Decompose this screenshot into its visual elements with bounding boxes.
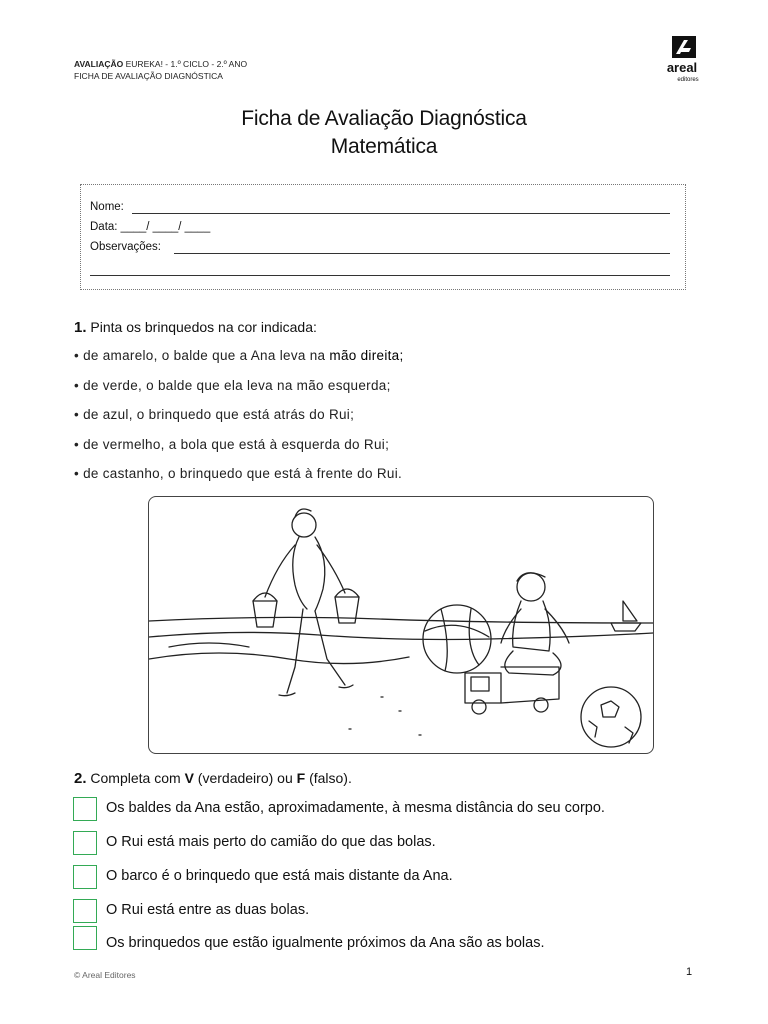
bucket-right (335, 597, 359, 623)
answer-checkbox[interactable] (73, 797, 97, 821)
footer-copyright: © Areal Editores (74, 970, 136, 980)
wave-line (169, 643, 249, 647)
logo-sub: editores (677, 77, 699, 83)
boy-rui (501, 573, 569, 675)
q1-item (74, 437, 389, 452)
question-2-f: F (296, 770, 306, 786)
beach-illustration (148, 496, 654, 754)
wave-line (149, 653, 409, 664)
bucket-left (253, 601, 277, 627)
question-1-heading (74, 319, 317, 336)
statement-2: O Rui está mais perto do camião do que das bolas. (106, 834, 436, 850)
shoreline (149, 617, 653, 623)
page-title: Ficha de Avaliação Diagnóstica (241, 107, 527, 130)
q1-item (74, 378, 391, 393)
q1-item-text: • de castanho, o brinquedo que está à frente do Rui. (74, 466, 403, 481)
q1-item-text: • de amarelo, o balde que a Ana leva na (74, 348, 330, 363)
boat-sail (623, 601, 637, 621)
question-1-text: Pinta os brinquedos na cor indicada: (86, 319, 317, 335)
question-2-v: V (184, 770, 194, 786)
document-header (74, 58, 247, 82)
beach-scene-drawing (149, 497, 653, 753)
q1-item-text: • de verde, o balde que ela leva na mão esquerda; (74, 378, 391, 393)
statement-3: O barco é o brinquedo que está mais distante da Ana. (106, 868, 453, 884)
statement-1: Os baldes da Ana estão, aproximadamente, à mesma distância do seu corpo. (106, 800, 605, 816)
header-rest: EUREKA! - 1.º CICLO - 2.º ANO (123, 59, 248, 69)
question-2-heading (74, 770, 352, 787)
logo-name: areal (666, 60, 698, 75)
observations-line[interactable] (174, 253, 670, 254)
q1-item-text: • de vermelho, a bola que está à esquerda do Rui; (74, 437, 390, 452)
header-line2: FICHA DE AVALIAÇÃO DIAGNÓSTICA (74, 71, 223, 81)
areal-logo-icon (658, 34, 706, 86)
answer-checkbox[interactable] (73, 899, 97, 923)
observations-line-2[interactable] (90, 275, 670, 276)
q1-item (74, 348, 404, 363)
q1-item (74, 466, 402, 481)
boat-hull (611, 623, 641, 631)
statement-4: O Rui está entre as duas bolas. (106, 902, 310, 918)
question-2-text-b: (verdadeiro) ou (193, 770, 297, 786)
page-subject: Matemática (330, 135, 438, 158)
header-bold: AVALIAÇÃO (74, 59, 124, 69)
question-2-text-a: Completa com (86, 770, 185, 786)
q1-item-text: • de azul, o brinquedo que está atrás do Rui; (74, 407, 355, 422)
statement-5: Os brinquedos que estão igualmente próximos da Ana são as bolas. (106, 935, 545, 951)
answer-checkbox[interactable] (73, 831, 97, 855)
observations-label: Observações: (90, 241, 161, 253)
name-label: Nome: (90, 201, 124, 213)
answer-checkbox[interactable] (73, 865, 97, 889)
date-label: Data: ____/ ____/ ____ (90, 221, 211, 233)
question-1-number: 1. (74, 319, 87, 336)
name-line[interactable] (132, 213, 670, 214)
girl-ana (253, 509, 359, 696)
question-2-text-c: (falso). (305, 770, 352, 786)
q1-item-emphasis: mão direita; (329, 348, 404, 363)
page-number: 1 (686, 966, 693, 978)
q1-item (74, 407, 354, 422)
answer-checkbox[interactable] (73, 926, 97, 950)
question-2-number: 2. (74, 770, 87, 787)
wave-line (149, 632, 653, 639)
areal-logo (658, 34, 706, 86)
ball-front (581, 687, 641, 747)
